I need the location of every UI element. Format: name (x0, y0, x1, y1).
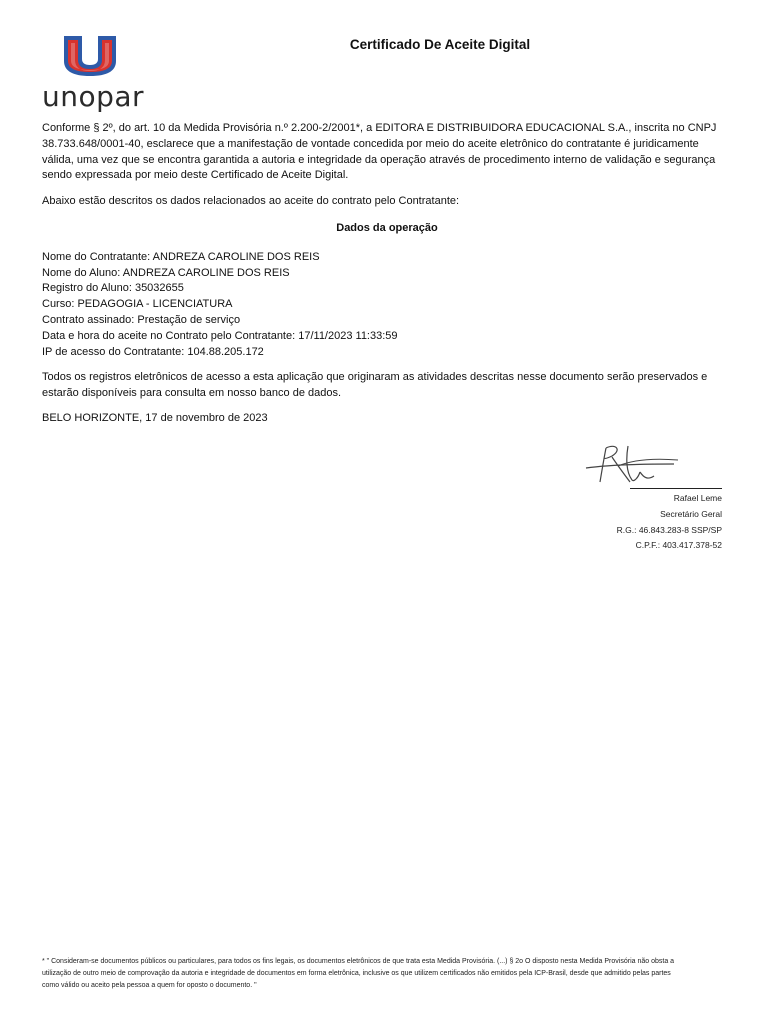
intro-paragraph: Conforme § 2º, do art. 10 da Medida Provisória n.º 2.200-2/2001*, a EDITORA E DISTRIBUIDORA EDUCACIONAL S.A., inscrita no CNPJ 38.733.648/0001-40, esclarece que a manifestação de vontade concedida por meio do aceite eletrônico do contratante é juridicamente válida, uma vez que se encontra garantida a autoria e integridade da operação através de procedimento interno de validação e segurança sendo expressada por meio deste Certificado de Aceite Digital. (42, 122, 717, 182)
detail-line: Contrato assinado: Prestação de serviço (42, 313, 241, 326)
detail-line: Nome do Contratante: ANDREZA CAROLINE DOS REIS (42, 250, 320, 263)
detail-line: Registro do Aluno: 35032655 (42, 282, 184, 295)
notice-paragraph: Todos os registros eletrônicos de acesso a esta aplicação que originaram as atividades descritas nesse documento serão preservados e estarão disponíveis para consulta em nosso banco de dados. (42, 371, 708, 400)
place-date: BELO HORIZONTE, 17 de novembro de 2023 (42, 411, 268, 424)
handwritten-signature (582, 438, 682, 488)
unopar-wordmark: unopar (42, 80, 145, 113)
signatory-cpf: C.P.F.: 403.417.378-52 (635, 540, 722, 551)
signatory-role: Secretário Geral (660, 508, 722, 519)
detail-line: IP de acesso do Contratante: 104.88.205.172 (42, 345, 264, 358)
legal-footnote: * " Consideram-se documentos públicos ou particulares, para todos os fins legais, os documentos eletrônicos de que trata esta Medida Provisória. (...) § 2o O disposto nesta Medida Provisória não obsta a utilização de outro meio de comprovação da autoria e integridade de documentos em forma eletrônica, inclusive os que utilizem certificados não emitidos pela ICP-Brasil, desde que admitido pelas partes como válido ou aceito pela pessoa a quem for oposto o documento. " (42, 958, 675, 989)
lead-paragraph: Abaixo estão descritos os dados relacionados ao aceite do contrato pelo Contratante: (42, 195, 460, 208)
signatory-rg: R.G.: 46.843.283-8 SSP/SP (616, 524, 722, 535)
unopar-logo-mark (62, 34, 118, 78)
document-title: Certificado De Aceite Digital (349, 37, 531, 52)
detail-line: Nome do Aluno: ANDREZA CAROLINE DOS REIS (42, 266, 290, 279)
section-title: Dados da operação (336, 221, 438, 234)
signature-line (630, 488, 722, 489)
signature-block (582, 438, 722, 554)
signatory-name: Rafael Leme (673, 493, 722, 503)
detail-line: Curso: PEDAGOGIA - LICENCIATURA (42, 298, 233, 311)
document-body (42, 121, 732, 427)
detail-line: Data e hora do aceite no Contrato pelo Contratante: 17/11/2023 11:33:59 (42, 329, 398, 342)
operation-details (42, 250, 732, 361)
unopar-logo (42, 34, 145, 114)
